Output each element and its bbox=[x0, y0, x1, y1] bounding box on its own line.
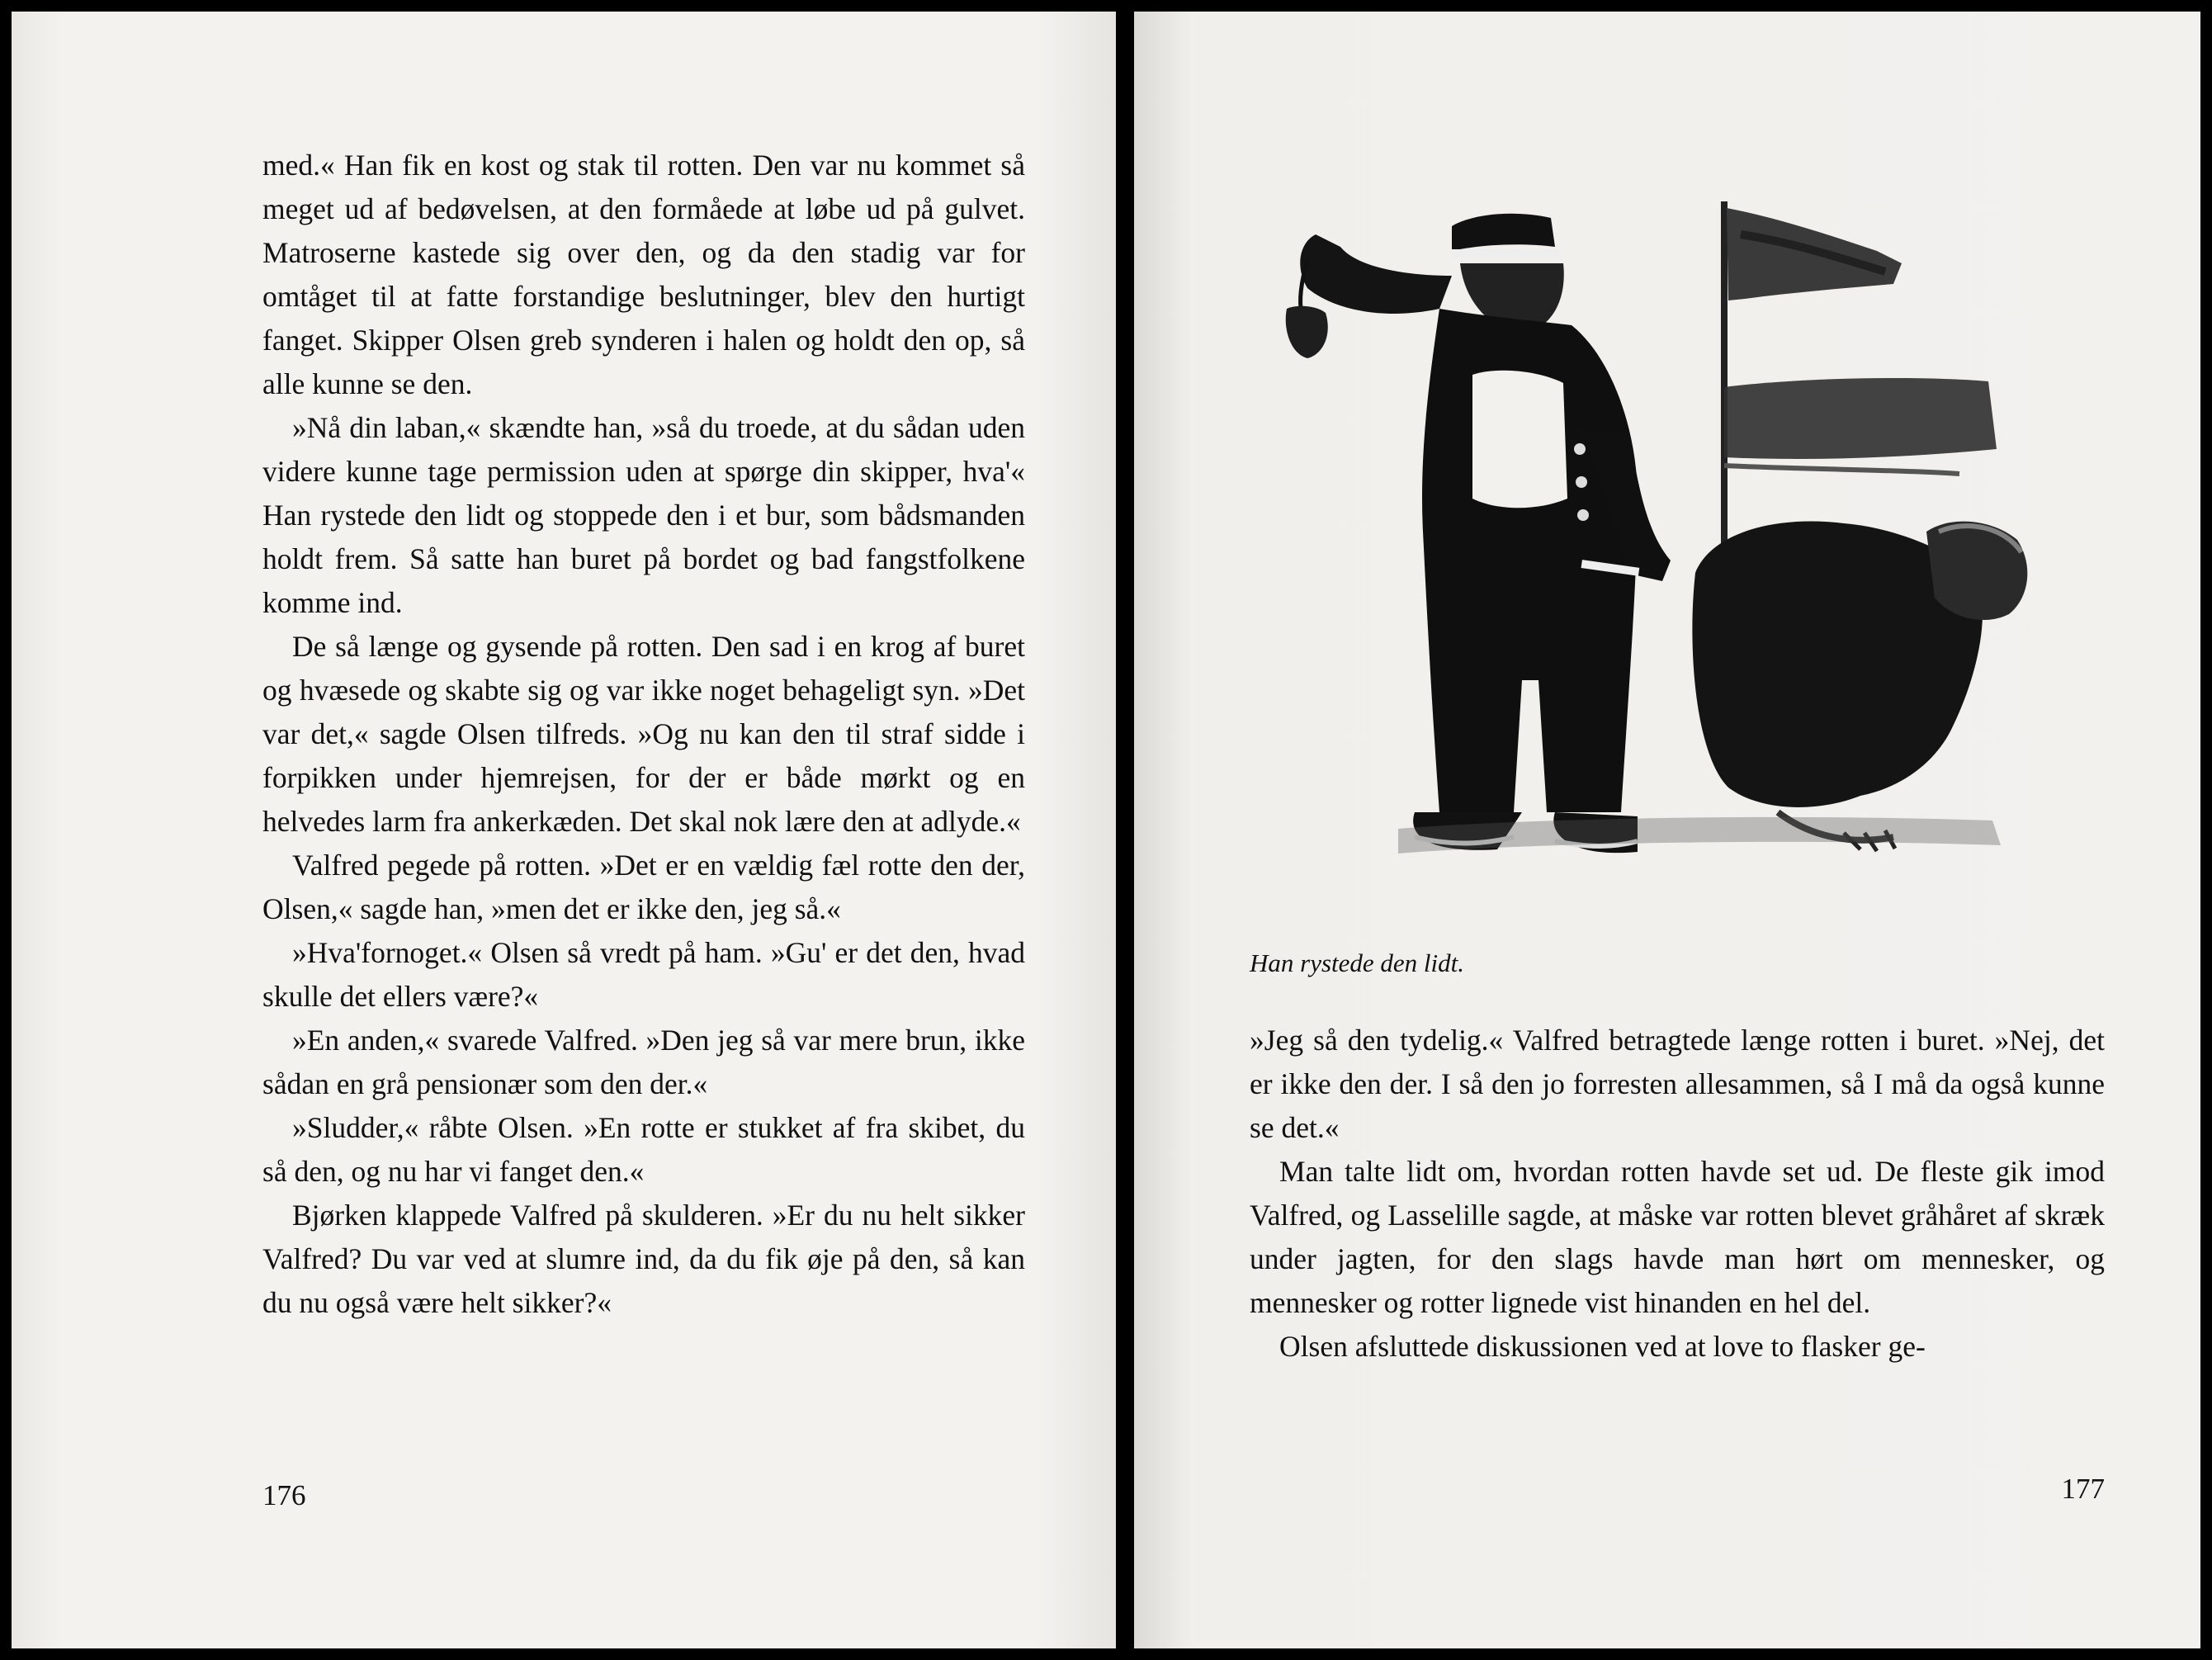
paragraph: De så længe og gysende på rotten. Den sad i en krog af buret og hvæsede og skabte sig og var ikke noget behageligt syn. »Det var det,« sagde Olsen tilfreds. »Og nu kan den til straf sidde i forpikken under hjemrejsen, for der er både mørkt og en helvedes larm fra ankerkæden. Det skal nok lære den at adlyde.« bbox=[262, 630, 1025, 838]
right-page-text bbox=[1250, 1019, 2105, 1369]
illustration-caption: Han rystede den lidt. bbox=[1250, 948, 1465, 977]
paragraph: Man talte lidt om, hvordan rotten havde set ud. De fleste gik imod Valfred, og Lasselille sagde, at måske var rotten blevet gråhåret af skræk under jagten, for den slags havde man hørt om mennesker, og mennesker og rotter lignede vist hinanden en hel del. bbox=[1250, 1155, 2105, 1319]
paragraph: »Nå din laban,« skændte han, »så du troede, at du sådan uden videre kunne tage permission uden at spørge din skipper, hva'« Han rystede den lidt og stoppede den i et bur, som bådsmanden holdt frem. Så satte han buret på bordet og bad fangstfolkene komme ind. bbox=[262, 411, 1025, 619]
right-page bbox=[1134, 12, 2200, 1648]
paragraph: »Hva'fornoget.« Olsen så vredt på ham. »Gu' er det den, hvad skulle det ellers være?« bbox=[262, 936, 1025, 1013]
page-number-right: 177 bbox=[2061, 1473, 2105, 1505]
paragraph: »Sludder,« råbte Olsen. »En rotte er stukket af fra skibet, du så den, og nu har vi fanget den.« bbox=[262, 1111, 1025, 1188]
paragraph: Bjørken klappede Valfred på skulderen. »Er du nu helt sikker Valfred? Du var ved at slumre ind, da du fik øje på den, så kan du nu også være helt sikker?« bbox=[262, 1199, 1025, 1319]
paragraph: »En anden,« svarede Valfred. »Den jeg så var mere brun, ikke sådan en grå pensionær som den der.« bbox=[262, 1024, 1025, 1100]
ink-illustration bbox=[1250, 185, 2116, 928]
paragraph: Olsen afsluttede diskussionen ved at love to flasker ge- bbox=[1279, 1330, 1926, 1363]
paragraph: »Jeg så den tydelig.« Valfred betragtede længe rotten i buret. »Nej, det er ikke den der. I så den jo forresten allesammen, så I må da også kunne se det.« bbox=[1250, 1024, 2105, 1144]
page-number-left: 176 bbox=[262, 1479, 306, 1511]
paragraph: med.« Han fik en kost og stak til rotten. Den var nu kommet så meget ud af bedøvelsen, at den formåede at løbe ud på gulvet. Matroserne kastede sig over den, og da den stadig var for omtåget til at fatte forstandige beslutninger, blev den hurtigt fanget. Skipper Olsen greb synderen i halen og holdt den op, så alle kunne se den. bbox=[262, 149, 1025, 400]
paragraph: Valfred pegede på rotten. »Det er en vældig fæl rotte den der, Olsen,« sagde han, »men det er ikke den, jeg så.« bbox=[262, 849, 1025, 925]
left-page bbox=[12, 12, 1116, 1648]
left-page-text bbox=[262, 144, 1025, 1325]
crouching-figure-illustration bbox=[1692, 522, 2027, 852]
